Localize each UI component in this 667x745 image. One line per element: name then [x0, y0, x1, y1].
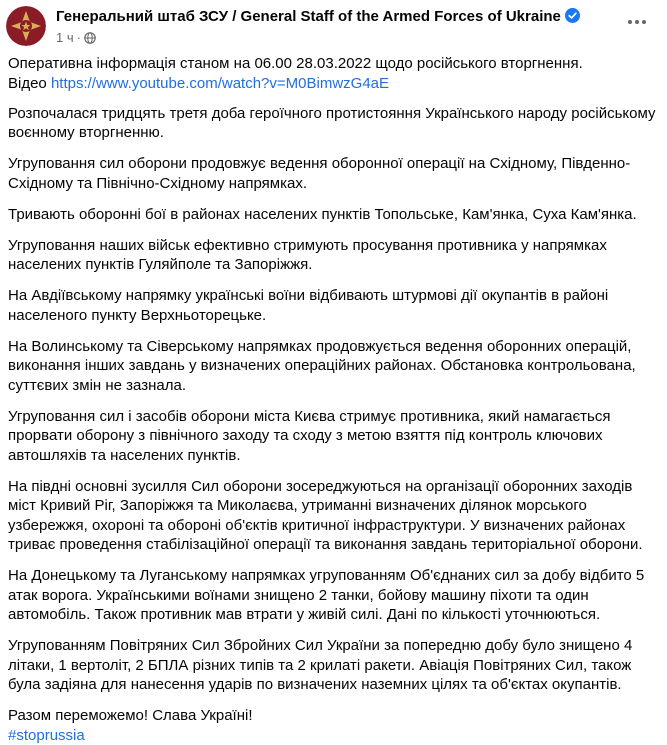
- globe-icon[interactable]: [84, 32, 96, 44]
- paragraph: Угруповання сил і засобів оборони міста Києва стримує противника, який намагається прорвати оборону з північного заходу та сходу з метою взяття під контроль ключових автошляхів та населених пунктів.: [8, 407, 611, 464]
- post-timestamp[interactable]: 1 ч: [56, 30, 74, 45]
- intro-line: Оперативна інформація станом на 06.00 28.03.2022 щодо російського вторгнення.: [8, 55, 583, 72]
- post-intro: [8, 54, 658, 93]
- more-dot: [642, 20, 646, 24]
- video-link[interactable]: https://www.youtube.com/watch?v=M0BimwzG4aE: [50, 74, 390, 92]
- more-dot: [635, 20, 639, 24]
- more-options-icon[interactable]: [621, 10, 653, 34]
- post-body: [8, 54, 658, 745]
- paragraph: На Волинському та Сіверському напрямках продовжується ведення оборонних операцій, виконання інших завдань у визначених операційних районах. Обстановка контрольована, суттєвих змін не зазнала.: [8, 337, 636, 394]
- paragraph: Тривають оборонні бої в районах населених пунктів Топольське, Кам'янка, Суха Кам'янка.: [8, 205, 637, 223]
- meta-separator: ·: [76, 30, 81, 45]
- more-dot: [628, 20, 632, 24]
- closing-line: [8, 706, 658, 745]
- emblem-icon: [6, 6, 46, 46]
- hashtag-link[interactable]: #stoprussia: [8, 726, 85, 744]
- post-header: [0, 0, 667, 50]
- page-avatar[interactable]: [6, 6, 46, 46]
- page-name[interactable]: Генеральний штаб ЗСУ / General Staff of the Armed Forces of Ukraine: [56, 8, 561, 25]
- closing-text: Разом переможемо! Слава Україні!: [8, 707, 253, 724]
- paragraph: Угруповання сил оборони продовжує ведення оборонної операції на Східному, Південно-Східному та Північно-Східному напрямках.: [8, 155, 631, 192]
- paragraph: На півдні основні зусилля Сил оборони зосереджуються на організації оборонних заходів міст Кривий Ріг, Запоріжжя та Миколаєва, утриманні визначених ділянок морського узбережжя, охороні та обороні об'єктів критичної інфраструктури. У визначених районах триває проведення стабілізаційної операції та виконання завдань територіальної оборони.: [8, 477, 643, 553]
- page-name-line: [56, 8, 580, 25]
- verified-badge-icon: [565, 8, 580, 23]
- paragraph: На Донецькому та Луганському напрямках угрупованням Об'єднаних сил за добу відбито 5 атак ворога. Українськими воїнами знищено 2 танки, бойову машину піхоти та один автомобіль. Також противник мав втрати у живій силі. Дані по кількості уточнюються.: [8, 567, 645, 623]
- paragraph: Угрупованням Повітряних Сил Збройних Сил України за попередню добу було знищено 4 літаки, 1 вертоліт, 2 БПЛА різних типів та 2 крилаті ракети. Авіація Повітряних Сил, також була задіяна для нанесення ударів по визначених наземних цілях та об'єктах окупантів.: [8, 637, 633, 693]
- video-label: Відео: [8, 74, 47, 92]
- paragraph: На Авдіївському напрямку українські воїни відбивають штурмові дії окупантів в районі населеного пункту Верхньоторецьке.: [8, 287, 609, 324]
- paragraph: Розпочалася тридцять третя доба героїчного протистояння Українського народу російському воєнному вторгненню.: [8, 104, 656, 141]
- post-meta: [56, 30, 96, 45]
- paragraph: Угруповання наших військ ефективно стримують просування противника у напрямках населених пунктів Гуляйполе та Запоріжжя.: [8, 236, 607, 273]
